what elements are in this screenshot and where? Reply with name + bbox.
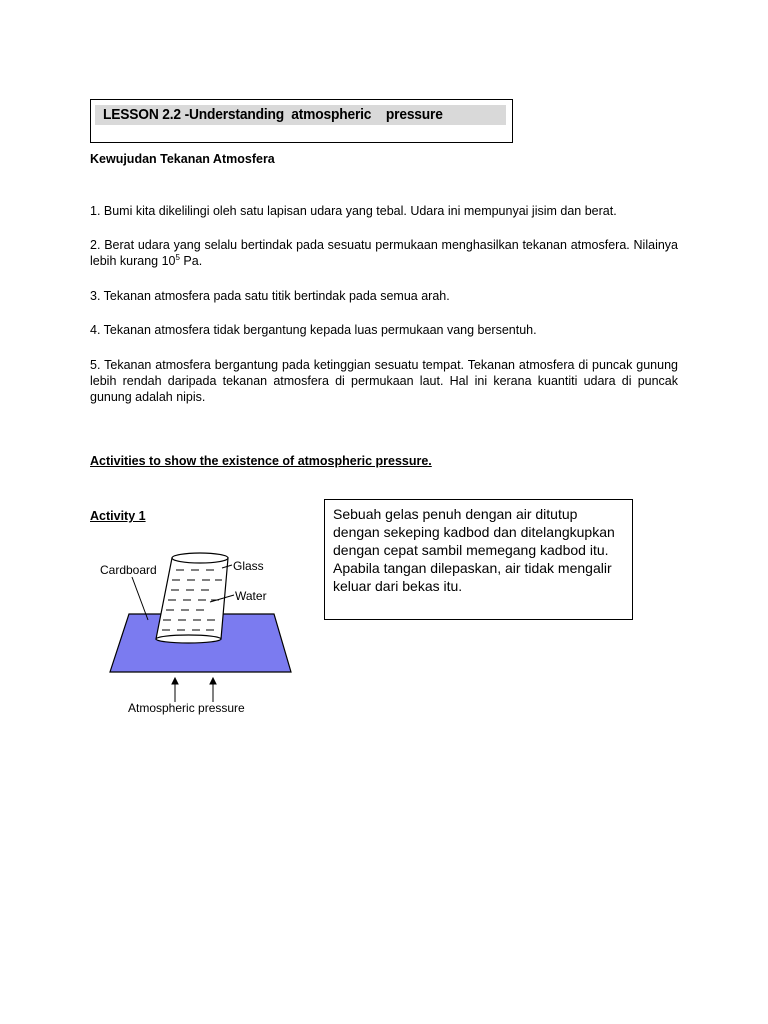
activity-1-diagram	[96, 544, 296, 719]
point-2-exponent: 5	[175, 252, 180, 262]
point-5: 5. Tekanan atmosfera bergantung pada ketinggian sesuatu tempat. Tekanan atmosfera di puncak gunung lebih rendah daripada tekanan atmosfera di permukaan laut. Hal ini kerana kuantiti udara di puncak gunung adalah nipis.	[90, 358, 678, 404]
glass-cardboard-diagram	[96, 544, 296, 719]
point-4: 4. Tekanan atmosfera tidak bergantung kepada luas permukaan vang bersentuh.	[90, 323, 537, 337]
section-subheading: Kewujudan Tekanan Atmosfera	[90, 152, 275, 166]
label-water: Water	[235, 589, 267, 603]
activity-1-description: Sebuah gelas penuh dengan air ditutup dengan sekeping kadbod dan ditelangkupkan dengan cepat sambil memegang kadbod itu. Apabila tangan dilepaskan, air tidak mengalir keluar dari bekas itu.	[324, 499, 633, 620]
glass-rim	[172, 553, 228, 563]
lesson-title: LESSON 2.2 -Understanding atmospheric pressure	[103, 106, 443, 123]
activity-1-label: Activity 1	[90, 509, 146, 523]
activities-heading: Activities to show the existence of atmospheric pressure.	[90, 454, 432, 468]
label-glass: Glass	[233, 559, 264, 573]
point-3: 3. Tekanan atmosfera pada satu titik bertindak pada semua arah.	[90, 289, 450, 303]
label-cardboard: Cardboard	[100, 563, 157, 577]
pressure-arrows	[172, 678, 216, 702]
point-1: 1. Bumi kita dikelilingi oleh satu lapisan udara yang tebal. Udara ini mempunyai jisim dan berat.	[90, 204, 617, 218]
point-2-text: 2. Berat udara yang selalu bertindak pada sesuatu permukaan menghasilkan tekanan atmosfera. Nilainya lebih kurang 10	[90, 238, 678, 268]
point-2-unit: Pa.	[179, 254, 203, 268]
glass-base	[156, 635, 221, 643]
point-2	[90, 237, 678, 269]
label-atmospheric-pressure: Atmospheric pressure	[128, 701, 245, 715]
lesson-title-box	[90, 99, 513, 143]
